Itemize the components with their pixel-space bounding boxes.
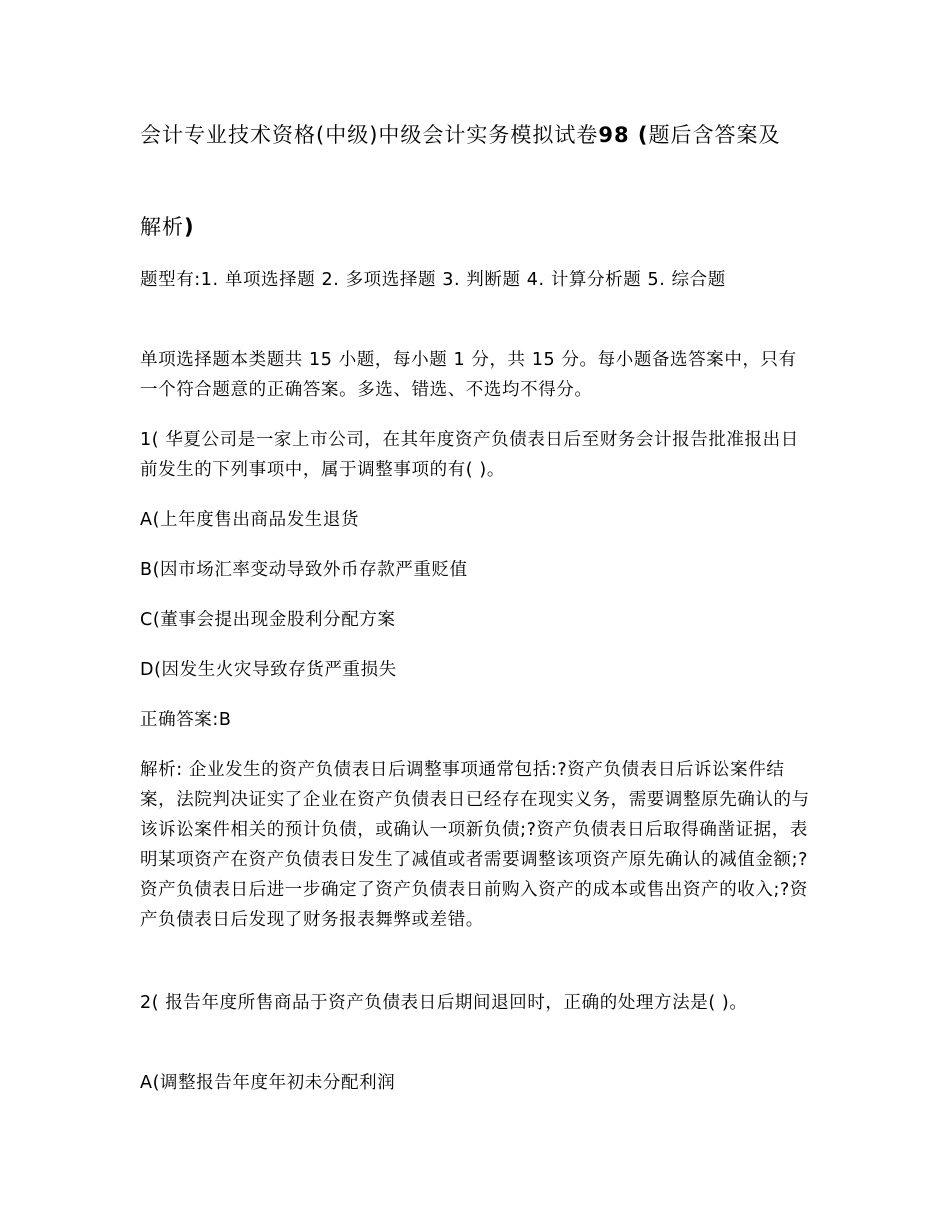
question-types: 题型有:1. 单项选择题 2. 多项选择题 3. 判断题 4. 计算分析题 5. 综合题 [140,270,726,290]
question-1-option-b: B(因市场汇率变动导致外币存款严重贬值 [140,560,468,580]
question-1-option-a: A(上年度售出商品发生退货 [140,510,360,530]
question-1-option-c: C(董事会提出现金股利分配方案 [140,610,396,630]
section-intro: 单项选择题本类题共 15 小题，每小题 1 分，共 15 分。每小题备选答案中，只有一个符合题意的正确答案。多选、错选、不选均不得分。 [140,350,797,400]
title-close-paren: ) [184,215,195,239]
title-text-a: 会计专业技术资格(中级)中级会计实务模拟试卷 [140,123,599,147]
question-1-answer: 正确答案:B [140,710,232,730]
question-1-option-d: D(因发生火灾导致存货严重损失 [140,660,397,680]
title-paper-number: 98 ( [598,123,649,147]
document-title [140,117,812,154]
title-text-c: 题后含答案及 [648,123,781,147]
question-1-analysis: 解析: 企业发生的资产负债表日后调整事项通常包括:?资产负债表日后诉讼案件结案，法院判决证实了企业在资产负债表日已经存在现实义务，需要调整原先确认的与该诉讼案件相关的预计负债，或确认一项新负债;?资产负债表日后取得确凿证据，表明某项资产在资产负债表日发生了减值或者需要调整该项资产原先确认的减值金额;?资产负债表日后进一步确定了资产负债表日前购入资产的成本或售出资产的收入;?资产负债表日后发现了财务报表舞弊或差错。 [140,760,810,930]
question-1-stem: 1( 华夏公司是一家上市公司，在其年度资产负债表日后至财务会计报告批准报出日前发生的下列事项中，属于调整事项的有( )。 [140,430,799,480]
question-2-stem: 2( 报告年度所售商品于资产负债表日后期间退回时，正确的处理方法是( )。 [140,993,748,1013]
title-text-line2: 解析 [140,215,184,239]
document-title-continued [140,209,195,246]
question-2-option-a: A(调整报告年度年初未分配利润 [140,1073,396,1093]
